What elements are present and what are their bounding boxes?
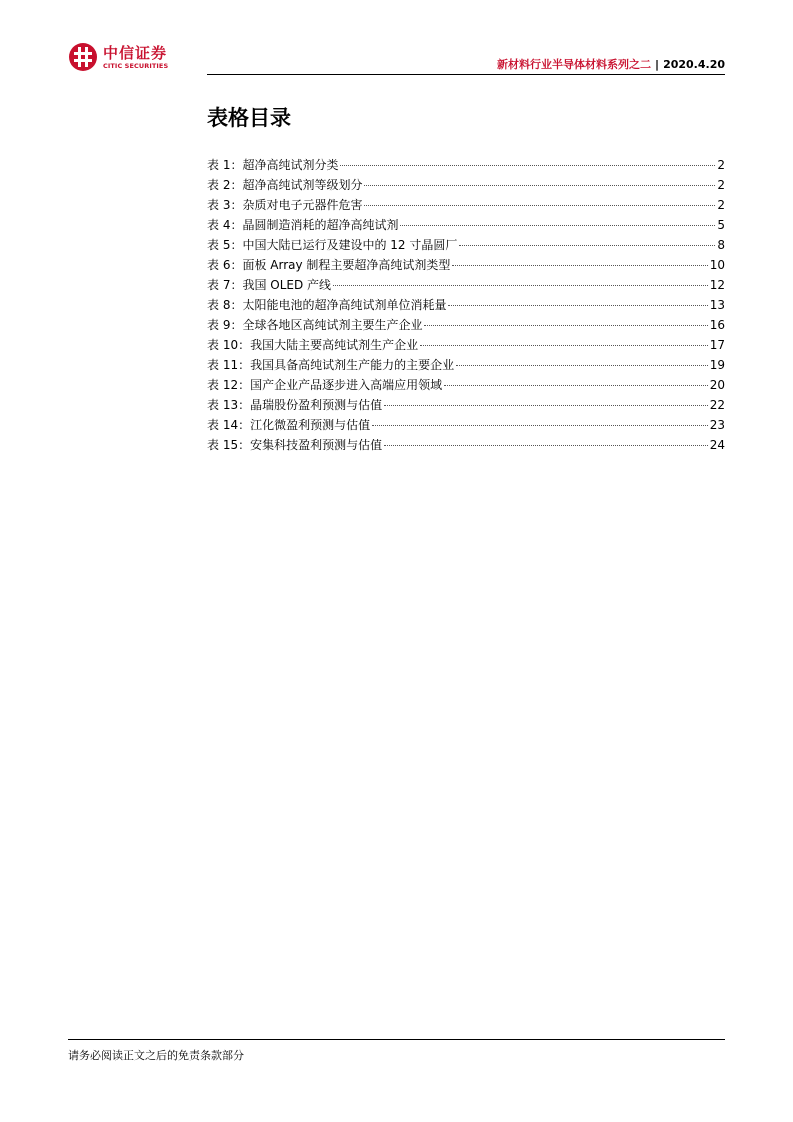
- toc-dot-leader: [384, 405, 708, 406]
- toc-entry-label: 表 11：我国具备高纯试剂生产能力的主要企业: [207, 358, 455, 372]
- toc-dot-leader: [444, 385, 708, 386]
- toc-dot-leader: [364, 205, 715, 206]
- toc-entry[interactable]: [207, 395, 725, 415]
- toc-entry-page: 10: [709, 258, 725, 272]
- footer-divider: [68, 1039, 725, 1040]
- toc-entry[interactable]: [207, 375, 725, 395]
- logo-name-en: CITIC SECURITIES: [103, 61, 169, 70]
- toc-list: [207, 155, 725, 455]
- toc-entry[interactable]: [207, 355, 725, 375]
- toc-entry[interactable]: [207, 435, 725, 455]
- header-separator: |: [655, 58, 660, 71]
- toc-entry-page: 2: [717, 178, 725, 192]
- toc-entry-page: 22: [709, 398, 725, 412]
- toc-entry[interactable]: [207, 215, 725, 235]
- toc-entry-label: 表 10：我国大陆主要高纯试剂生产企业: [207, 338, 419, 352]
- toc-dot-leader: [333, 285, 708, 286]
- toc-entry-label: 表 1：超净高纯试剂分类: [207, 158, 339, 172]
- toc-entry[interactable]: [207, 155, 725, 175]
- toc-entry-label: 表 5：中国大陆已运行及建设中的 12 寸晶圆厂: [207, 238, 458, 252]
- toc-entry-page: 13: [709, 298, 725, 312]
- toc-entry[interactable]: [207, 235, 725, 255]
- toc-entry-label: 表 14：江化微盈利预测与估值: [207, 418, 371, 432]
- toc-entry-page: 16: [709, 318, 725, 332]
- toc-entry-page: 23: [709, 418, 725, 432]
- header-divider: [207, 74, 725, 75]
- toc-entry-label: 表 6：面板 Array 制程主要超净高纯试剂类型: [207, 258, 451, 272]
- toc-dot-leader: [424, 325, 707, 326]
- toc-entry[interactable]: [207, 195, 725, 215]
- toc-entry-label: 表 7：我国 OLED 产线: [207, 278, 332, 292]
- toc-entry[interactable]: [207, 295, 725, 315]
- toc-entry-label: 表 9：全球各地区高纯试剂主要生产企业: [207, 318, 423, 332]
- toc-entry-page: 12: [709, 278, 725, 292]
- toc-entry[interactable]: [207, 275, 725, 295]
- toc-dot-leader: [452, 265, 707, 266]
- report-header: [497, 56, 725, 72]
- toc-entry-label: 表 4：晶圆制造消耗的超净高纯试剂: [207, 218, 399, 232]
- toc-entry-label: 表 3：杂质对电子元器件危害: [207, 198, 363, 212]
- toc-dot-leader: [459, 245, 715, 246]
- logo-name-cn: 中信证券: [103, 43, 168, 62]
- toc-entry-page: 19: [709, 358, 725, 372]
- toc-dot-leader: [340, 165, 715, 166]
- toc-dot-leader: [420, 345, 708, 346]
- footer-disclaimer: 请务必阅读正文之后的免责条款部分: [68, 1049, 244, 1062]
- toc-entry-page: 2: [717, 158, 725, 172]
- citic-logo-icon: [68, 42, 98, 72]
- toc-entry-page: 8: [717, 238, 725, 252]
- toc-dot-leader: [448, 305, 707, 306]
- toc-dot-leader: [400, 225, 715, 226]
- toc-entry-page: 2: [717, 198, 725, 212]
- company-logo: [68, 41, 168, 73]
- toc-entry-page: 24: [709, 438, 725, 452]
- toc-entry[interactable]: [207, 315, 725, 335]
- toc-dot-leader: [364, 185, 715, 186]
- toc-dot-leader: [372, 425, 708, 426]
- toc-title: 表格目录: [207, 106, 291, 130]
- toc-dot-leader: [384, 445, 708, 446]
- report-date: 2020.4.20: [663, 58, 725, 71]
- toc-entry-page: 20: [709, 378, 725, 392]
- toc-entry-page: 17: [709, 338, 725, 352]
- toc-entry-label: 表 12：国产企业产品逐步进入高端应用领域: [207, 378, 443, 392]
- toc-entry-label: 表 2：超净高纯试剂等级划分: [207, 178, 363, 192]
- toc-entry-label: 表 8：太阳能电池的超净高纯试剂单位消耗量: [207, 298, 447, 312]
- toc-entry[interactable]: [207, 255, 725, 275]
- toc-entry-label: 表 13：晶瑞股份盈利预测与估值: [207, 398, 383, 412]
- toc-dot-leader: [456, 365, 708, 366]
- toc-entry-page: 5: [717, 218, 725, 232]
- report-series: 新材料行业半导体材料系列之二: [497, 58, 652, 71]
- toc-entry[interactable]: [207, 415, 725, 435]
- toc-entry[interactable]: [207, 335, 725, 355]
- toc-entry[interactable]: [207, 175, 725, 195]
- toc-entry-label: 表 15：安集科技盈利预测与估值: [207, 438, 383, 452]
